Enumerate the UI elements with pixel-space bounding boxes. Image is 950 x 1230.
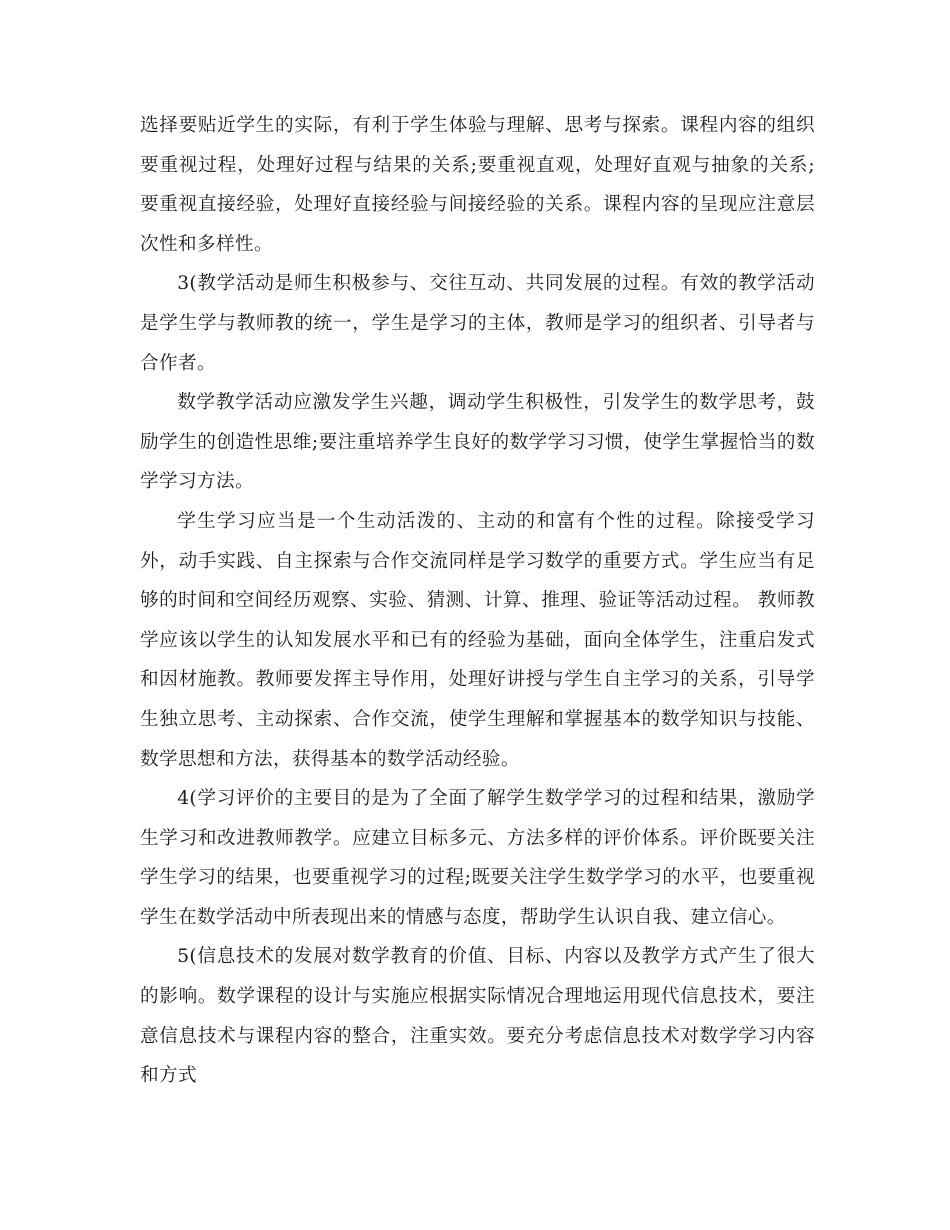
paragraph-3: 数学教学活动应激发学生兴趣，调动学生积极性，引发学生的数学思考，鼓励学生的创造性思维;要注重培养学生良好的数学学习习惯，使学生掌握恰当的数学学习方法。 (140, 392, 815, 493)
document-body (140, 106, 815, 1096)
paragraph-6: 5(信息技术的发展对数学教育的价值、目标、内容以及教学方式产生了很大的影响。数学课程的设计与实施应根据实际情况合理地运用现代信息技术，要注意信息技术与课程内容的整合，注重实效。要充分考虑信息技术对数学学习内容和方式 (140, 946, 815, 1087)
paragraph-2: 3(教学活动是师生积极参与、交往互动、共同发展的过程。有效的教学活动是学生学与教师教的统一，学生是学习的主体，教师是学习的组织者、引导者与合作者。 (140, 273, 815, 374)
paragraph-1: 选择要贴近学生的实际，有利于学生体验与理解、思考与探索。课程内容的组织要重视过程，处理好过程与结果的关系;要重视直观，处理好直观与抽象的关系;要重视直接经验，处理好直接经验与间接经验的关系。课程内容的呈现应注意层次性和多样性。 (140, 115, 815, 255)
paragraph-5: 4(学习评价的主要目的是为了全面了解学生数学学习的过程和结果，激励学生学习和改进教师教学。应建立目标多元、方法多样的评价体系。评价既要关注学生学习的结果，也要重视学习的过程;既要关注学生数学学习的水平，也要重视学生在数学活动中所表现出来的情感与态度，帮助学生认识自我、建立信心。 (140, 788, 815, 928)
paragraph-4: 学生学习应当是一个生动活泼的、主动的和富有个性的过程。除接受学习外，动手实践、自主探索与合作交流同样是学习数学的重要方式。学生应当有足够的时间和空间经历观察、实验、猜测、计算、推理、验证等活动过程。 教师教学应该以学生的认知发展水平和已有的经验为基础，面向全体学生，注重启发式和因材施教。教师要发挥主导作用，处理好讲授与学生自主学习的关系，引导学生独立思考、主动探索、合作交流，使学生理解和掌握基本的数学知识与技能、数学思想和方法，获得基本的数学活动经验。 (140, 510, 815, 770)
